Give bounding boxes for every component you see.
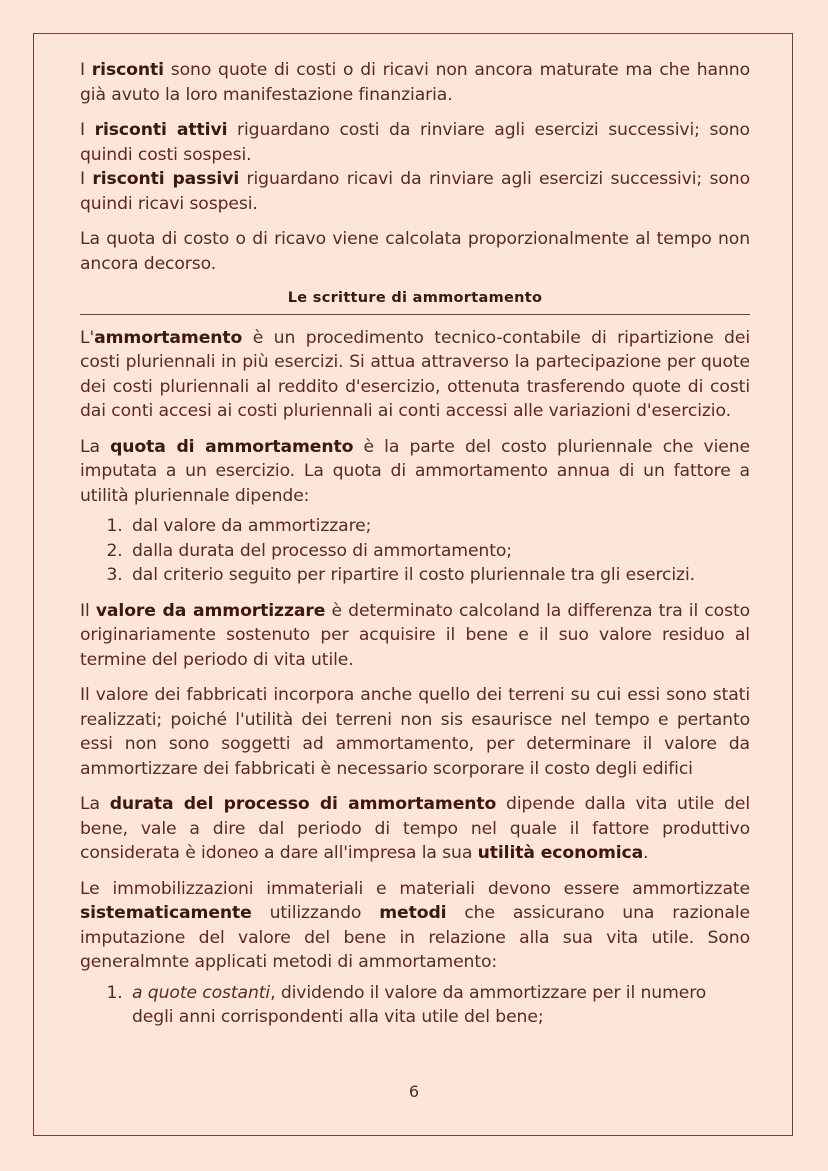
paragraph-risconti-attivi: I risconti attivi riguardano costi da rinviare agli esercizi successivi; sono quindi costi sospesi. <box>80 120 750 165</box>
list-item: 2. dalla durata del processo di ammortamento; <box>128 539 750 564</box>
page-number: 6 <box>408 1082 420 1101</box>
list-item: 1. dal valore da ammortizzare; <box>128 514 750 539</box>
paragraph-fabbricati: Il valore dei fabbricati incorpora anche quello dei terreni su cui essi sono stati realizzati; poiché l'utilità dei terreni non sis esaurisce nel tempo e pertanto essi non sono soggetti ad ammortamento, per determinare il valore da ammortizzare dei fabbricati è necessario scorporare il costo degli edifici <box>80 685 750 779</box>
paragraph-risconti-passivi: I risconti passivi riguardano ricavi da rinviare agli esercizi successivi; sono quindi ricavi sospesi. <box>80 169 750 214</box>
list-methods <box>80 981 750 1030</box>
section-heading: Le scritture di ammortamento <box>80 286 750 315</box>
paragraph-valore: Il valore da ammortizzare è determinato calcoland la differenza tra il costo originariamente sostenuto per acquisire il bene e il suo valore residuo al termine del periodo di vita utile. <box>80 600 751 670</box>
list-item: 3. dal criterio seguito per ripartire il costo pluriennale tra gli esercizi. <box>128 563 750 588</box>
paragraph-risconti: I risconti sono quote di costi o di ricavi non ancora maturate ma che hanno già avuto la loro manifestazione finanziaria. <box>80 60 750 105</box>
document-body <box>80 58 750 1030</box>
paragraph-ammortamento: L'ammortamento è un procedimento tecnico-contabile di ripartizione dei costi pluriennali in più esercizi. Si attua attraverso la partecipazione per quote dei costi pluriennali al reddito d'esercizio, ottenuta trasferendo quote di costi dai conti accesi ai costi pluriennali ai conti accessi alle variazioni d'esercizio. <box>80 327 750 421</box>
list-item: 1. a quote costanti, dividendo il valore da ammortizzare per il numero degli anni corrispondenti alla vita utile del bene; <box>128 981 750 1030</box>
paragraph-durata: La durata del processo di ammortamento dipende dalla vita utile del bene, vale a dire dal periodo di tempo nel quale il fattore produttivo considerata è idoneo a dare all'impresa la sua utilità economica. <box>80 794 751 863</box>
list-factors <box>80 514 750 588</box>
paragraph-immobilizzazioni: Le immobilizzazioni immateriali e materiali devono essere ammortizzate sistematicamente utilizzando metodi che assicurano una razionale imputazione del valore del bene in relazione alla sua vita utile. Sono generalmnte applicati metodi di ammortamento: <box>80 878 750 972</box>
paragraph-quota-ammortamento: La quota di ammortamento è la parte del costo pluriennale che viene imputata a un esercizio. La quota di ammortamento annua di un fattore a utilità pluriennale dipende: <box>80 436 750 506</box>
paragraph-quota: La quota di costo o di ricavo viene calcolata proporzionalmente al tempo non ancora decorso. <box>80 229 750 274</box>
